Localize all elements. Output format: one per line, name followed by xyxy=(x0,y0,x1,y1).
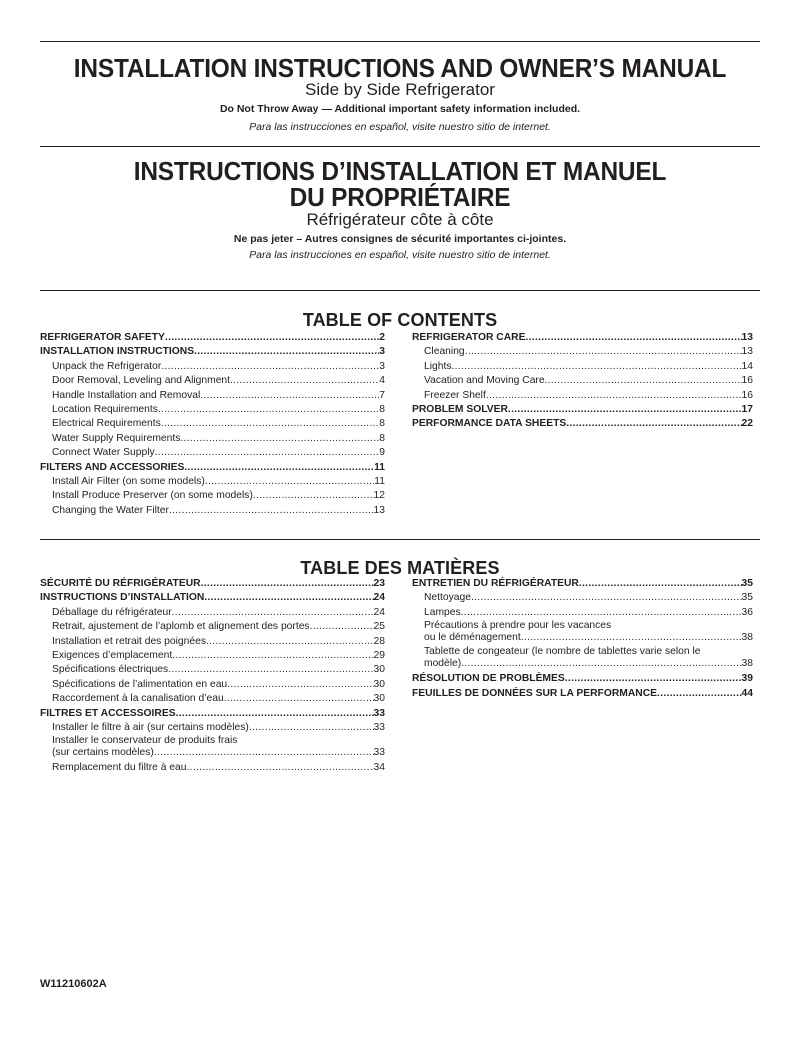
subtitle-french: Réfrigérateur côte à côte xyxy=(306,210,494,229)
toc-page-number: 14 xyxy=(741,360,753,372)
toc-dot-leader xyxy=(165,331,379,345)
toc-entry[interactable] xyxy=(40,432,385,446)
toc-page-number: 25 xyxy=(373,621,385,633)
toc-page-number: 16 xyxy=(741,389,753,401)
toc-page-number: 34 xyxy=(373,762,385,774)
toc-entry-label: REFRIGERATOR SAFETY xyxy=(40,332,165,343)
toc-entry[interactable] xyxy=(40,403,385,417)
toc-dot-leader xyxy=(310,620,374,634)
toc-section-entry[interactable] xyxy=(40,591,385,605)
toc-entry-label: INSTRUCTIONS D’INSTALLATION xyxy=(40,592,205,604)
toc-dot-leader xyxy=(184,461,374,475)
toc-entry[interactable] xyxy=(40,389,385,403)
toc-entry-label: Install Air Filter (on some models) xyxy=(52,476,205,488)
toc-page-number: 13 xyxy=(373,504,385,516)
toc-page-number: 12 xyxy=(373,490,385,502)
divider-rule-3 xyxy=(40,539,760,540)
toc-english-right-column xyxy=(412,331,753,432)
toc-section-entry[interactable] xyxy=(412,403,753,417)
toc-page-number: 7 xyxy=(379,389,385,401)
toc-entry-label: Installation et retrait des poignées xyxy=(52,635,206,647)
toc-entry-label: Nettoyage xyxy=(424,592,471,604)
toc-dot-leader xyxy=(545,374,742,388)
toc-dot-leader xyxy=(579,577,742,591)
toc-entry-label: Exigences d’emplacement xyxy=(52,650,173,662)
toc-entry-label: PROBLEM SOLVER xyxy=(412,404,508,416)
toc-dot-leader xyxy=(205,475,375,489)
toc-section-entry[interactable] xyxy=(40,345,385,359)
toc-page-number: 16 xyxy=(741,375,753,387)
toc-page-number: 8 xyxy=(379,418,385,430)
toc-title-french: TABLE DES MATIÈRES xyxy=(300,558,500,578)
notice-english: Do Not Throw Away — Additional important safety information included. xyxy=(219,103,581,115)
toc-page-number: 11 xyxy=(374,476,385,488)
toc-dot-leader xyxy=(172,606,374,620)
toc-page-number: 8 xyxy=(379,432,385,444)
toc-dot-leader xyxy=(155,446,380,460)
toc-dot-leader xyxy=(180,432,379,446)
toc-section-entry[interactable] xyxy=(40,707,385,721)
toc-title-english: TABLE OF CONTENTS xyxy=(302,310,498,330)
toc-dot-leader xyxy=(525,331,741,345)
toc-page-number: 13 xyxy=(741,346,753,358)
toc-page-number: 29 xyxy=(373,650,385,662)
toc-entry[interactable] xyxy=(40,649,385,663)
toc-page-number: 36 xyxy=(741,606,753,618)
toc-entry-label: Freezer Shelf xyxy=(424,389,486,401)
toc-dot-leader xyxy=(161,417,380,431)
toc-page-number: 33 xyxy=(373,707,385,719)
toc-entry-label: Unpack the Refrigerator xyxy=(52,360,162,372)
toc-dot-leader xyxy=(486,389,742,403)
toc-french-left-column xyxy=(40,577,385,776)
toc-entry-label: Installer le filtre à air (sur certains modèles) xyxy=(52,722,249,734)
toc-page-number: 24 xyxy=(373,606,385,618)
page-title-english: INSTALLATION INSTRUCTIONS AND OWNER’S MANUAL xyxy=(73,53,727,83)
toc-dot-leader xyxy=(172,649,373,663)
toc-entry-label-line1: Tablette de congeateur (le nombre de tablettes varie selon le xyxy=(424,646,701,658)
toc-entry-label: Retrait, ajustement de l’aplomb et alignement des portes xyxy=(52,621,310,633)
toc-entry-label: (sur certains modèles) xyxy=(52,747,154,759)
toc-dot-leader xyxy=(158,403,379,417)
toc-entry[interactable] xyxy=(40,761,385,775)
toc-entry-label: Vacation and Moving Care xyxy=(424,375,545,387)
toc-entry[interactable] xyxy=(40,446,385,460)
toc-entry[interactable] xyxy=(412,658,753,670)
toc-entry-label: Changing the Water Filter xyxy=(52,504,169,516)
toc-entry-label: Raccordement à la canalisation d’eau xyxy=(52,693,224,705)
toc-dot-leader xyxy=(154,747,374,759)
toc-entry[interactable] xyxy=(412,606,753,620)
toc-dot-leader xyxy=(521,632,742,644)
toc-entry[interactable] xyxy=(40,678,385,692)
toc-entry-label: FILTRES ET ACCESSOIRES xyxy=(40,707,176,719)
toc-entry-label: PERFORMANCE DATA SHEETS xyxy=(412,418,567,430)
toc-entry-label: Door Removal, Leveling and Alignment xyxy=(52,375,231,387)
toc-entry-label: Spécifications électriques xyxy=(52,664,169,676)
toc-entry[interactable] xyxy=(40,663,385,677)
toc-french-right-column xyxy=(412,577,753,701)
toc-page-number: 33 xyxy=(373,747,385,759)
toc-entry-label: REFRIGERATOR CARE xyxy=(412,332,526,343)
toc-entry-label-line1: Précautions à prendre pour les vacances xyxy=(424,620,612,632)
toc-entry[interactable] xyxy=(412,360,753,374)
toc-page-number: 11 xyxy=(374,461,385,473)
toc-entry-label: Connect Water Supply xyxy=(52,447,155,459)
toc-entry[interactable] xyxy=(40,606,385,620)
spanish-note-2: Para las instrucciones en español, visite nuestro sitio de internet. xyxy=(249,249,551,261)
toc-entry[interactable] xyxy=(412,632,753,644)
toc-page-number: 30 xyxy=(373,664,385,676)
toc-dot-leader xyxy=(201,577,374,591)
toc-entry-label: Install Produce Preserver (on some models) xyxy=(52,490,253,502)
toc-entry-label: FILTERS AND ACCESSORIES xyxy=(40,461,185,473)
toc-entry-label: modèle) xyxy=(424,658,462,670)
toc-dot-leader xyxy=(249,721,374,735)
toc-section-entry[interactable] xyxy=(40,577,385,591)
toc-entry-label: Electrical Requirements xyxy=(52,418,161,430)
toc-dot-leader xyxy=(657,687,741,701)
toc-entry-label: Water Supply Requirements xyxy=(52,432,181,444)
toc-entry-label: ou le déménagement xyxy=(424,632,521,644)
divider-rule-2 xyxy=(40,290,760,291)
toc-page-number: 38 xyxy=(741,658,753,670)
toc-entry-label: INSTALLATION INSTRUCTIONS xyxy=(40,346,195,358)
toc-section-entry[interactable] xyxy=(412,577,753,591)
toc-page-number: 24 xyxy=(373,592,385,604)
toc-entry-label-line1: Installer le conservateur de produits frais xyxy=(52,735,238,747)
toc-dot-leader xyxy=(176,707,374,721)
top-rule xyxy=(40,41,760,42)
toc-entry[interactable] xyxy=(40,635,385,649)
toc-entry-label: FEUILLES DE DONNÉES SUR LA PERFORMANCE xyxy=(412,687,658,699)
toc-page-number: 33 xyxy=(373,722,385,734)
toc-entry-label: Handle Installation and Removal xyxy=(52,389,201,401)
toc-page-number: 38 xyxy=(741,632,753,644)
toc-page-number: 3 xyxy=(379,346,385,358)
page-title-french-line2: DU PROPRIÉTAIRE xyxy=(289,182,511,212)
toc-entry[interactable] xyxy=(412,374,753,388)
toc-entry[interactable] xyxy=(40,475,385,489)
toc-entry-label: Cleaning xyxy=(424,346,465,358)
toc-page-number: 13 xyxy=(741,332,753,343)
toc-entry[interactable] xyxy=(40,417,385,431)
toc-dot-leader xyxy=(565,672,742,686)
toc-dot-leader xyxy=(461,658,741,670)
toc-entry[interactable] xyxy=(40,504,385,518)
toc-section-entry[interactable] xyxy=(412,331,753,345)
document-id: W11210602A xyxy=(40,978,107,990)
toc-section-entry[interactable] xyxy=(412,687,753,701)
toc-dot-leader xyxy=(161,360,379,374)
toc-entry[interactable] xyxy=(412,591,753,605)
toc-section-entry[interactable] xyxy=(40,331,385,345)
toc-page-number: 22 xyxy=(741,418,753,430)
divider-rule-1 xyxy=(40,146,760,147)
toc-dot-leader xyxy=(461,606,742,620)
toc-dot-leader xyxy=(253,489,374,503)
toc-entry[interactable] xyxy=(40,721,385,735)
toc-section-entry[interactable] xyxy=(412,417,753,431)
toc-dot-leader xyxy=(566,417,741,431)
toc-dot-leader xyxy=(227,678,373,692)
toc-entry[interactable] xyxy=(412,389,753,403)
toc-dot-leader xyxy=(206,635,374,649)
toc-dot-leader xyxy=(224,692,374,706)
toc-dot-leader xyxy=(471,591,742,605)
toc-entry-label: SÉCURITÉ DU RÉFRIGÉRATEUR xyxy=(40,578,201,589)
toc-page-number: 17 xyxy=(741,404,753,416)
toc-dot-leader xyxy=(465,345,742,359)
toc-entry-label: Spécifications de l’alimentation en eau xyxy=(52,678,228,690)
toc-dot-leader xyxy=(168,663,373,677)
toc-dot-leader xyxy=(508,403,742,417)
toc-entry-label: Lampes xyxy=(424,606,461,618)
toc-entry-label: ENTRETIEN DU RÉFRIGÉRATEUR xyxy=(412,578,579,589)
toc-dot-leader xyxy=(187,761,374,775)
toc-dot-leader xyxy=(169,504,374,518)
toc-page-number: 35 xyxy=(741,578,753,589)
toc-entry-label: Déballage du réfrigérateur xyxy=(52,606,172,618)
toc-entry[interactable] xyxy=(40,374,385,388)
toc-entry[interactable] xyxy=(40,620,385,634)
toc-section-entry[interactable] xyxy=(412,672,753,686)
toc-page-number: 44 xyxy=(741,687,753,699)
toc-page-number: 2 xyxy=(379,332,385,343)
page-title-french-line1: INSTRUCTIONS D’INSTALLATION ET MANUEL xyxy=(133,156,667,186)
toc-entry[interactable] xyxy=(40,747,385,759)
toc-page-number: 8 xyxy=(379,404,385,416)
toc-dot-leader xyxy=(200,389,379,403)
toc-page-number: 23 xyxy=(373,578,385,589)
toc-dot-leader xyxy=(230,374,379,388)
subtitle-english: Side by Side Refrigerator xyxy=(305,80,495,99)
toc-entry[interactable] xyxy=(40,692,385,706)
toc-entry[interactable] xyxy=(412,345,753,359)
toc-entry-label: Remplacement du filtre à eau xyxy=(52,762,187,774)
toc-page-number: 30 xyxy=(373,678,385,690)
toc-dot-leader xyxy=(204,591,373,605)
toc-dot-leader xyxy=(451,360,741,374)
toc-english-left-column xyxy=(40,331,385,518)
toc-section-entry[interactable] xyxy=(40,461,385,475)
toc-page-number: 3 xyxy=(379,360,385,372)
toc-entry-label: RÉSOLUTION DE PROBLÈMES xyxy=(412,673,565,685)
toc-page-number: 4 xyxy=(379,375,385,387)
toc-page-number: 28 xyxy=(373,635,385,647)
notice-french: Ne pas jeter – Autres consignes de sécurité importantes ci-jointes. xyxy=(233,233,567,245)
toc-page-number: 30 xyxy=(373,693,385,705)
toc-entry[interactable] xyxy=(40,489,385,503)
toc-entry[interactable] xyxy=(40,360,385,374)
toc-page-number: 9 xyxy=(379,447,385,459)
toc-page-number: 39 xyxy=(741,673,753,685)
toc-entry-label: Lights xyxy=(424,360,452,372)
toc-dot-leader xyxy=(194,345,379,359)
toc-entry-label: Location Requirements xyxy=(52,404,158,416)
toc-page-number: 35 xyxy=(741,592,753,604)
spanish-note-1: Para las instrucciones en español, visite nuestro sitio de internet. xyxy=(249,121,551,133)
